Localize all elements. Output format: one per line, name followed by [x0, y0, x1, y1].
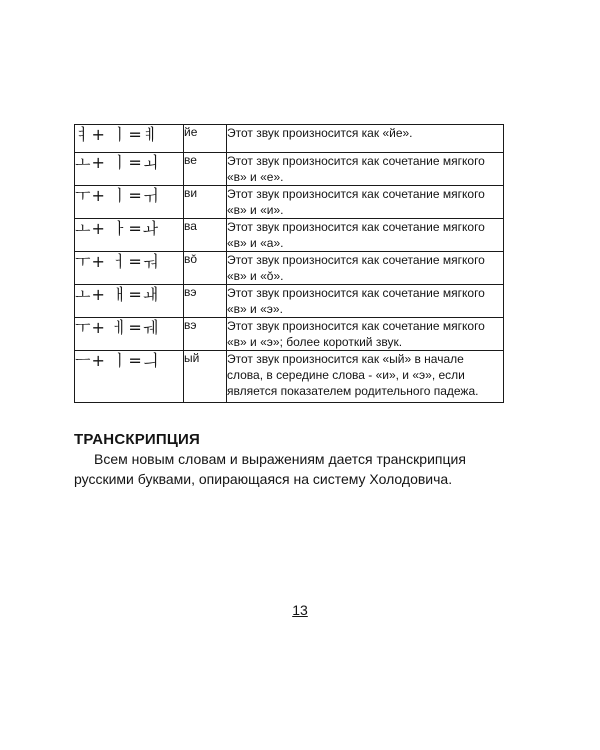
vowel-formula: ㅜ+ ㅔ=ㅞ — [75, 318, 184, 351]
romanization: йе — [184, 125, 227, 153]
table-row — [75, 186, 504, 219]
section-title: ТРАНСКРИПЦИЯ — [74, 431, 200, 448]
pronunciation-description: Этот звук произносится как «ый» в начале слова, в середине слова - «и», и «э», если является показателем родительного падежа. — [227, 351, 504, 403]
vowel-formula: ㅗ+ ㅐ=ㅙ — [75, 285, 184, 318]
vowel-formula: ㅕ+ ㅣ=ㅖ — [75, 125, 184, 153]
table-row — [75, 318, 504, 351]
table-row — [75, 219, 504, 252]
table-row — [75, 153, 504, 186]
vowel-formula: ㅗ+ ㅣ=ㅚ — [75, 153, 184, 186]
vowel-formula: ㅜ+ ㅓ=ㅝ — [75, 252, 184, 285]
pronunciation-description: Этот звук произносится как сочетание мягкого «в» и «ŏ». — [227, 252, 504, 285]
vowel-formula: ㅡ+ ㅣ=ㅢ — [75, 351, 184, 403]
pronunciation-description: Этот звук произносится как сочетание мягкого «в» и «а». — [227, 219, 504, 252]
page-number: 13 — [292, 602, 308, 618]
pronunciation-description: Этот звук произносится как сочетание мягкого «в» и «э»; более короткий звук. — [227, 318, 504, 351]
section-body: Всем новым словам и выражениям дается транскрипция русскими буквами, опирающаяся на систему Холодовича. — [74, 451, 466, 487]
romanization: вŏ — [184, 252, 227, 285]
table-row — [75, 125, 504, 153]
romanization: вэ — [184, 318, 227, 351]
pronunciation-description: Этот звук произносится как сочетание мягкого «в» и «е». — [227, 153, 504, 186]
table-row — [75, 285, 504, 318]
pronunciation-description: Этот звук произносится как «йе». — [227, 125, 504, 153]
table-row — [75, 252, 504, 285]
romanization: ви — [184, 186, 227, 219]
romanization: ва — [184, 219, 227, 252]
romanization: ый — [184, 351, 227, 403]
vowel-combination-table — [74, 124, 504, 403]
romanization: вэ — [184, 285, 227, 318]
romanization: ве — [184, 153, 227, 186]
pronunciation-description: Этот звук произносится как сочетание мягкого «в» и «э». — [227, 285, 504, 318]
table-row — [75, 351, 504, 403]
pronunciation-description: Этот звук произносится как сочетание мягкого «в» и «и». — [227, 186, 504, 219]
vowel-formula: ㅗ+ ㅏ=ㅘ — [75, 219, 184, 252]
vowel-formula: ㅜ+ ㅣ=ㅟ — [75, 186, 184, 219]
